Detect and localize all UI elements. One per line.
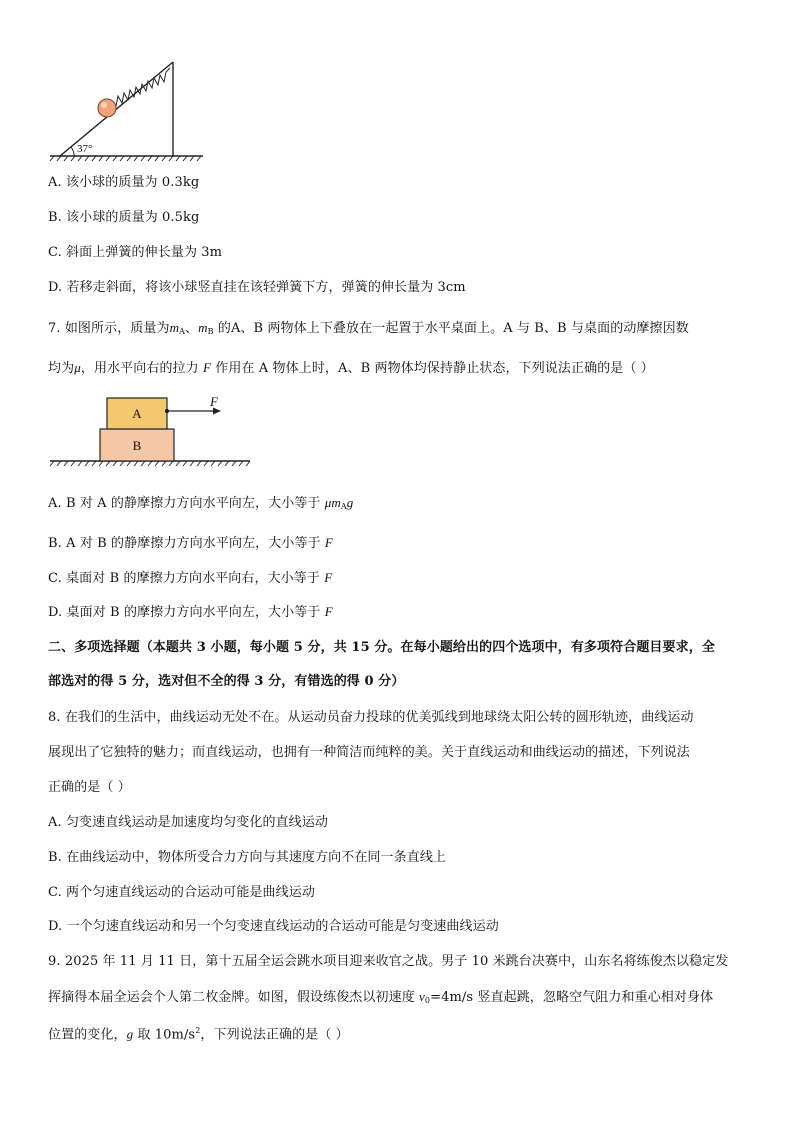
q8-option-b: B. 在曲线运动中，物体所受合力方向与其速度方向不在同一条直线上	[48, 850, 447, 865]
section2-heading-line1: 二、多项选择题（本题共 3 小题，每小题 5 分，共 15 分。在每小题给出的四个选项中，有多项符合题目要求，全	[48, 640, 715, 655]
q6-option-b: B. 该小球的质量为 0.5kg	[48, 210, 200, 225]
q8-stem-line1: 8. 在我们的生活中，曲线运动无处不在。从运动员奋力投球的优美弧线到地球绕太阳公转的圆形轨迹，曲线运动	[48, 710, 694, 725]
q6-option-c: C. 斜面上弹簧的伸长量为 3m	[48, 245, 223, 260]
q6-option-d: D. 若移走斜面，将该小球竖直挂在该轻弹簧下方，弹簧的伸长量为 3cm	[48, 280, 466, 295]
q8-stem-line2: 展现出了它独特的魅力；而直线运动，也拥有一种简洁而纯粹的美。关于直线运动和曲线运动的描述，下列说法	[48, 745, 690, 760]
q8-option-a: A. 匀变速直线运动是加速度均匀变化的直线运动	[48, 815, 328, 830]
spring	[112, 68, 170, 106]
q8-option-c: C. 两个匀速直线运动的合运动可能是曲线运动	[48, 885, 315, 900]
ball	[98, 99, 116, 117]
stacked-blocks-figure	[45, 392, 265, 472]
angle-arc	[71, 147, 74, 156]
angle-label: 37°	[77, 143, 93, 155]
block-a-label: A	[132, 406, 142, 421]
q7-stem-line2: 均为μ，用水平向右的拉力 F 作用在 A 物体上时，A、B 两物体均保持静止状态，下列说法正确的是（ ）	[48, 360, 654, 376]
block-b-label: B	[132, 438, 142, 453]
q7-option-c: C. 桌面对 B 的摩擦力方向水平向右，大小等于 F	[48, 570, 333, 586]
incline-surface	[60, 62, 173, 156]
force-label: F	[210, 394, 218, 409]
q8-option-d: D. 一个匀速直线运动和另一个匀变速直线运动的合运动可能是匀变速曲线运动	[48, 919, 499, 934]
incline-spring-figure	[40, 50, 220, 165]
q7-option-d: D. 桌面对 B 的摩擦力方向水平向左，大小等于 F	[48, 604, 333, 620]
q7-option-a: A. B 对 A 的静摩擦力方向水平向左，大小等于 $\mu m_Ag$	[48, 495, 354, 511]
q7-stem-line1: 7. 如图所示，质量为$m_A$、$m_B$ 的A、B 两物体上下叠放在一起置于水平桌面上。A 与 B、B 与桌面的动摩擦因数	[48, 320, 689, 336]
section2-heading-line2: 部选对的得 5 分，选对但不全的得 3 分，有错选的得 0 分）	[48, 674, 405, 689]
q7-option-b: B. A 对 B 的静摩擦力方向水平向左，大小等于 F	[48, 535, 333, 551]
q9-stem-line1: 9. 2025 年 11 月 11 日，第十五届全运会跳水项目迎来收官之战。男子 10 米跳台决赛中，山东名将练俊杰以稳定发	[48, 954, 729, 969]
q9-stem-line2: 挥摘得本届全运会个人第二枚金牌。如图，假设练俊杰以初速度 $v_0=4m/s$ 竖直起跳，忽略空气阻力和重心相对身体	[48, 989, 714, 1005]
q8-stem-line3: 正确的是（ ）	[48, 780, 131, 795]
q6-option-a: A. 该小球的质量为 0.3kg	[48, 175, 200, 190]
q9-stem-line3: 位置的变化，g 取 $10m/s^2$，下列说法正确的是（ ）	[48, 1026, 349, 1043]
